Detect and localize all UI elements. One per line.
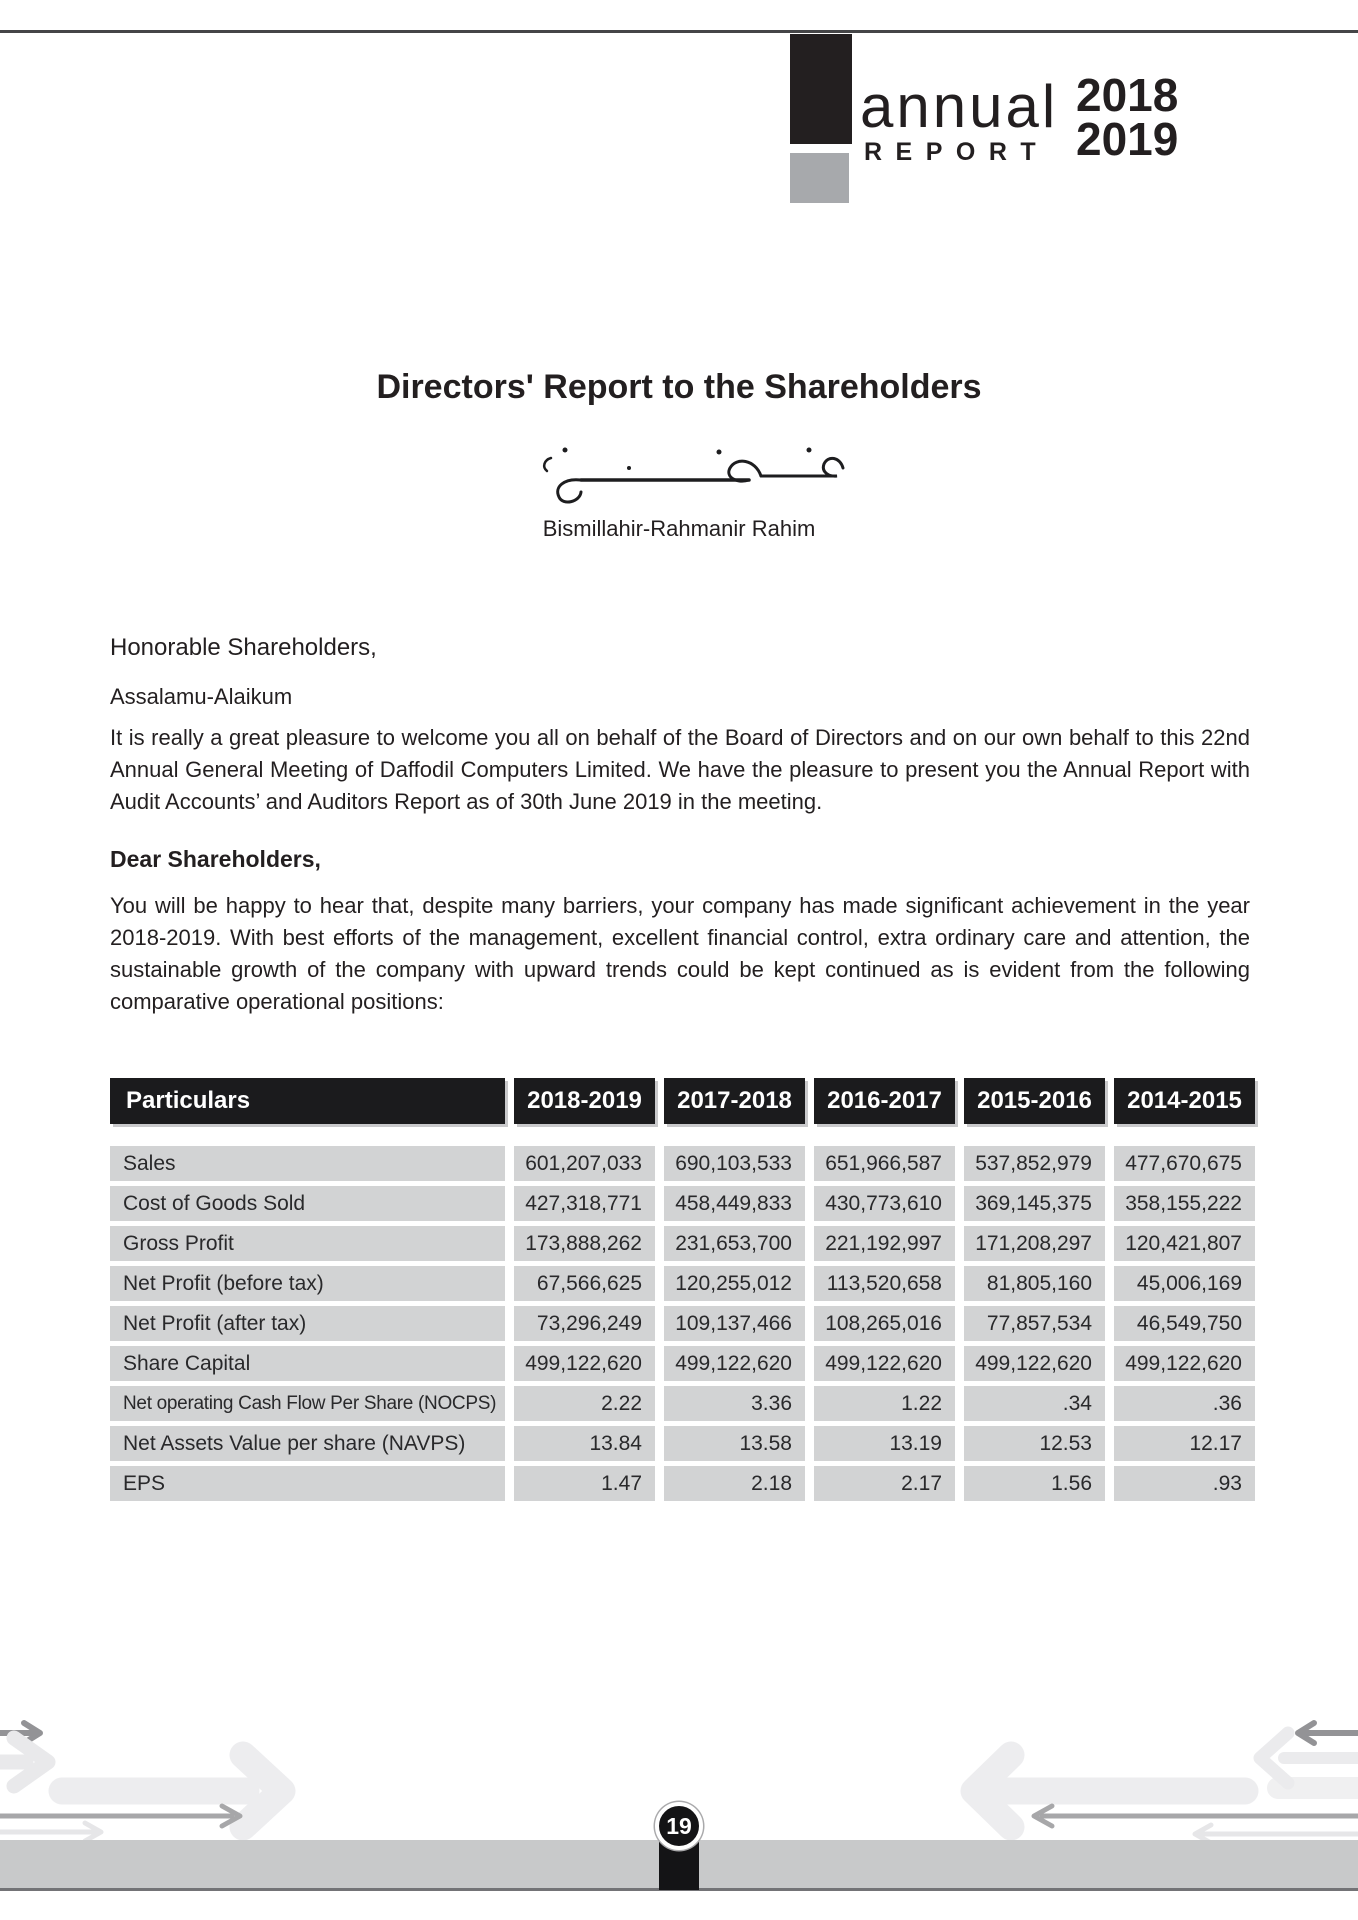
table-cell: 73,296,249 — [514, 1306, 655, 1341]
table-cell: 1.56 — [964, 1466, 1105, 1501]
table-cell: 108,265,016 — [814, 1306, 955, 1341]
table-cell: 537,852,979 — [964, 1146, 1105, 1181]
table-cell: 113,520,658 — [814, 1266, 955, 1301]
table-cell: 1.47 — [514, 1466, 655, 1501]
table-cell: 81,805,160 — [964, 1266, 1105, 1301]
paragraph-welcome: It is really a great pleasure to welcome you all on behalf of the Board of Directors and on our own behalf to this 22nd Annual General Meeting of Daffodil Computers Limited. We have the pleasure to present you the Annual Report with Audit Accounts’ and Auditors Report as of 30th June 2019 in the meeting. — [110, 725, 1250, 814]
table-cell: 67,566,625 — [514, 1266, 655, 1301]
row-label-share-capital: Share Capital — [110, 1346, 505, 1381]
logo-years — [1076, 69, 1179, 165]
table-cell: 358,155,222 — [1114, 1186, 1255, 1221]
logo-black-square — [790, 34, 852, 144]
row-label-net-profit-before-tax: Net Profit (before tax) — [110, 1266, 505, 1301]
table-cell: 458,449,833 — [664, 1186, 805, 1221]
dear-shareholders-heading: Dear Shareholders, — [110, 846, 321, 872]
table-cell: .34 — [964, 1386, 1105, 1421]
table-cell: 171,208,297 — [964, 1226, 1105, 1261]
table-cell: 477,670,675 — [1114, 1146, 1255, 1181]
table-cell: 430,773,610 — [814, 1186, 955, 1221]
table-cell: 231,653,700 — [664, 1226, 805, 1261]
table-header-2015-2016: 2015-2016 — [964, 1078, 1105, 1124]
table-cell: 427,318,771 — [514, 1186, 655, 1221]
top-rule — [0, 30, 1358, 33]
table-cell: 499,122,620 — [814, 1346, 955, 1381]
logo-report-wordmark: REPORT — [864, 138, 1050, 166]
table-cell: 499,122,620 — [1114, 1346, 1255, 1381]
table-cell: 601,207,033 — [514, 1146, 655, 1181]
table-cell: .93 — [1114, 1466, 1255, 1501]
row-label-gross-profit: Gross Profit — [110, 1226, 505, 1261]
row-label-eps: EPS — [110, 1466, 505, 1501]
table-header-particulars: Particulars — [110, 1078, 505, 1124]
table-cell: 46,549,750 — [1114, 1306, 1255, 1341]
bismillah-transliteration: Bismillahir-Rahmanir Rahim — [542, 516, 816, 541]
logo-year-bottom: 2019 — [1076, 112, 1179, 165]
table-cell: 2.18 — [664, 1466, 805, 1501]
table-cell: 499,122,620 — [964, 1346, 1105, 1381]
paragraph-achievement: You will be happy to hear that, despite many barriers, your company has made significant achievement in the year 2018-2019. With best efforts of the management, excellent financial control, extra ordinary care and attention, the sustainable growth of the company with upward trends could be kept continued as is evident from the following comparative operational positions: — [110, 893, 1250, 1014]
row-label-cogs: Cost of Goods Sold — [110, 1186, 505, 1221]
logo-year-top: 2018 — [1076, 69, 1179, 121]
table-cell: 690,103,533 — [664, 1146, 805, 1181]
table-cell: 77,857,534 — [964, 1306, 1105, 1341]
table-cell: 13.84 — [514, 1426, 655, 1461]
table-header-row — [110, 1078, 1255, 1124]
table-cell: 1.22 — [814, 1386, 955, 1421]
row-label-net-profit-after-tax: Net Profit (after tax) — [110, 1306, 505, 1341]
row-label-nocps: Net operating Cash Flow Per Share (NOCPS) — [110, 1386, 505, 1421]
table-body — [110, 1146, 1255, 1501]
table-header-2017-2018: 2017-2018 — [664, 1078, 805, 1124]
table-cell: 12.17 — [1114, 1426, 1255, 1461]
table-cell: 221,192,997 — [814, 1226, 955, 1261]
table-cell: 2.22 — [514, 1386, 655, 1421]
table-cell: 109,137,466 — [664, 1306, 805, 1341]
row-label-sales: Sales — [110, 1146, 505, 1181]
logo-gray-square — [790, 153, 849, 203]
table-cell: 120,421,807 — [1114, 1226, 1255, 1261]
table-cell: 12.53 — [964, 1426, 1105, 1461]
comparative-positions-table — [110, 1078, 1255, 1501]
greeting: Assalamu-Alaikum — [110, 684, 293, 709]
table-cell: 3.36 — [664, 1386, 805, 1421]
table-cell: 651,966,587 — [814, 1146, 955, 1181]
table-cell: 120,255,012 — [664, 1266, 805, 1301]
table-cell: 173,888,262 — [514, 1226, 655, 1261]
table-header-2016-2017: 2016-2017 — [814, 1078, 955, 1124]
table-cell: 499,122,620 — [664, 1346, 805, 1381]
salutation: Honorable Shareholders, — [110, 634, 377, 661]
page-title: Directors' Report to the Shareholders — [376, 368, 982, 406]
table-cell: 2.17 — [814, 1466, 955, 1501]
table-header-2018-2019: 2018-2019 — [514, 1078, 655, 1124]
table-cell: 499,122,620 — [514, 1346, 655, 1381]
table-cell: 45,006,169 — [1114, 1266, 1255, 1301]
decorative-arrows-left — [0, 1685, 340, 1855]
logo-annual-wordmark: annual — [860, 73, 1059, 140]
table-cell: .36 — [1114, 1386, 1255, 1421]
page-number-badge: 19 — [655, 1802, 703, 1850]
table-header-2014-2015: 2014-2015 — [1114, 1078, 1255, 1124]
table-cell: 13.19 — [814, 1426, 955, 1461]
table-cell: 369,145,375 — [964, 1186, 1105, 1221]
row-label-navps: Net Assets Value per share (NAVPS) — [110, 1426, 505, 1461]
table-cell: 13.58 — [664, 1426, 805, 1461]
bismillah-calligraphy — [509, 438, 849, 508]
decorative-arrows-right — [958, 1685, 1358, 1855]
